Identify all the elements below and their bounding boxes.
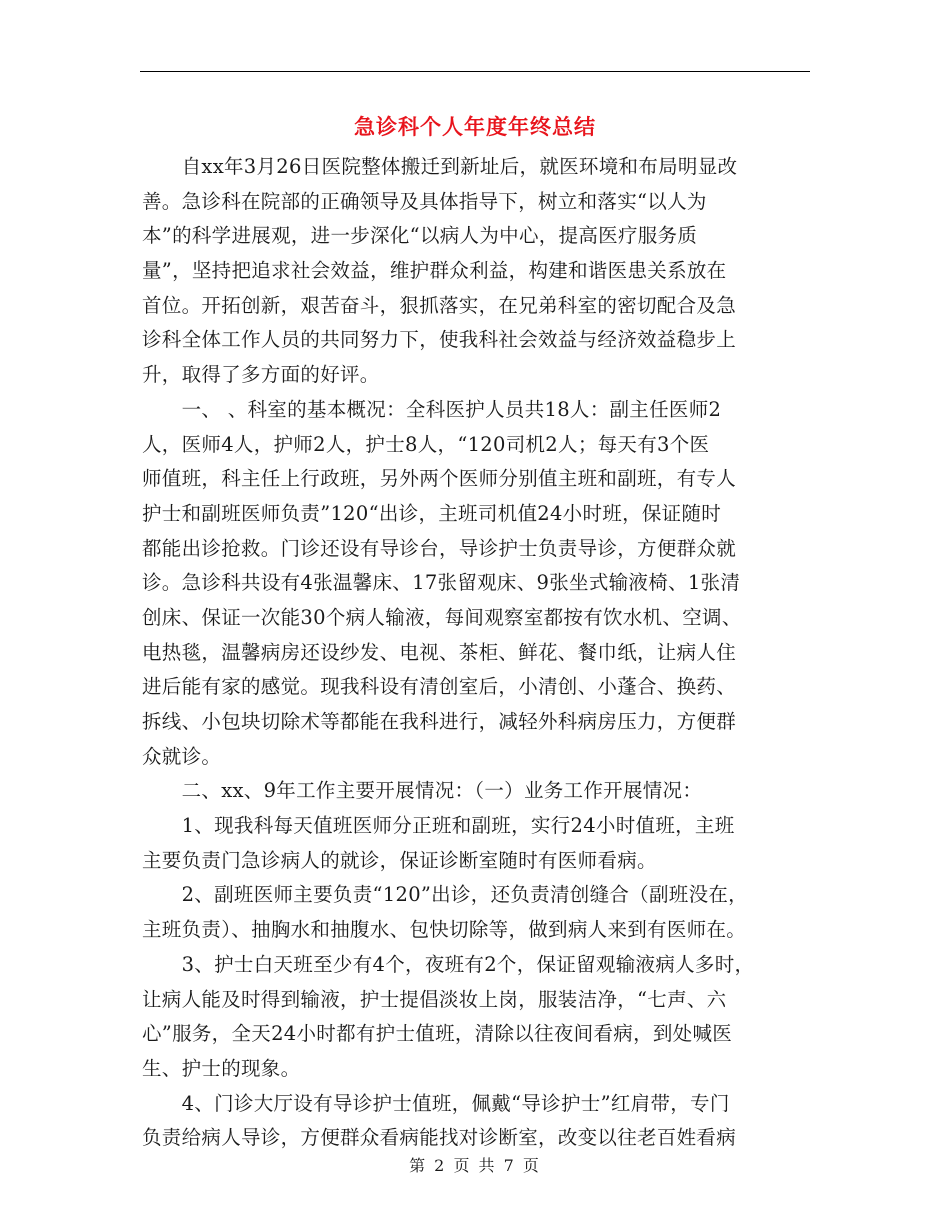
- text-line: 自xx年3月26日医院整体搬迁到新址后，就医环境和布局明显改: [142, 155, 738, 178]
- text-line: 负责给病人导诊，方便群众看病能找对诊断室，改变以往老百姓看病: [142, 1126, 737, 1150]
- paragraph: [142, 878, 812, 947]
- text-line: 都能出诊抢救。门诊还设有导诊台，导诊护士负责导诊，方便群众就: [142, 536, 737, 560]
- text-line: 善。急诊科在院部的正确领导及具体指导下，树立和落实“以人为: [142, 189, 707, 213]
- paragraph: [142, 1087, 812, 1156]
- text-line: 人，医师4人，护师2人，护士8人，“120司机2人；每天有3个医: [142, 432, 710, 456]
- text-line: 生、护士的现象。: [142, 1056, 301, 1080]
- text-line: 心”服务，全天24小时都有护士值班，清除以往夜间看病，到处喊医: [142, 1022, 733, 1046]
- text-line: 量”，坚持把追求社会效益，维护群众利益，构建和谐医患关系放在: [142, 259, 727, 283]
- document-body: [142, 150, 812, 1156]
- text-line: 拆线、小包块切除术等都能在我科进行，减轻外科病房压力，方便群: [142, 710, 737, 733]
- text-line: 2、副班医师主要负责“120”出诊，还负责清创缝合（副班没在，: [142, 883, 748, 907]
- text-line: 诊科全体工作人员的共同努力下，使我科社会效益与经济效益稳步上: [142, 328, 737, 352]
- page-footer: 第 2 页 共 7 页: [409, 1156, 541, 1175]
- text-line: 让病人能及时得到输液，护士提倡淡妆上岗，服装洁净，“七声、六: [142, 987, 727, 1011]
- paragraph: [142, 393, 812, 775]
- text-line: 护士和副班医师负责”120“出诊，主班司机值24小时班，保证随时: [142, 501, 722, 525]
- document-title: 急诊科个人年度年终总结: [354, 115, 596, 139]
- text-line: 主班负责）、抽胸水和抽腹水、包快切除等，做到病人来到有医师在。: [142, 918, 747, 942]
- text-line: 进后能有家的感觉。现我科设有清创室后，小清创、小蓬合、换药、: [142, 675, 737, 699]
- text-line: 1、现我科每天值班医师分正班和副班，实行24小时值班，主班: [142, 814, 735, 838]
- text-line: 首位。开拓创新，艰苦奋斗，狠抓落实，在兄弟科室的密切配合及急: [142, 293, 737, 317]
- paragraph: [142, 150, 812, 393]
- text-line: 创床、保证一次能30个病人输液，每间观察室都按有饮水机、空调、: [142, 605, 742, 629]
- text-line: 诊。急诊科共设有4张温馨床、17张留观床、9张坐式输液椅、1张清: [142, 571, 741, 595]
- header-rule: [140, 71, 810, 72]
- text-line: 众就诊。: [142, 744, 222, 768]
- text-line: 本”的科学进展观，进一步深化“以病人为中心，提高医疗服务质: [142, 224, 698, 248]
- text-line: 4、门诊大厅设有导诊护士值班，佩戴“导诊护士”红肩带，专门: [142, 1091, 730, 1115]
- text-line: 主要负责门急诊病人的就诊，保证诊断室随时有医师看病。: [142, 848, 657, 872]
- paragraph: [142, 809, 812, 878]
- paragraph: [142, 948, 812, 1087]
- text-line: 师值班，科主任上行政班，另外两个医师分别值主班和副班，有专人: [142, 467, 737, 491]
- text-line: 二、xx、9年工作主要开展情况：（一）业务工作开展情况：: [142, 779, 703, 803]
- text-line: 升，取得了多方面的好评。: [142, 363, 380, 387]
- text-line: 3、护士白天班至少有4个，夜班有2个，保证留观输液病人多时，: [142, 952, 755, 976]
- text-line: 电热毯，温馨病房还设纱发、电视、茶柜、鲜花、餐巾纸，让病人住: [142, 640, 737, 664]
- paragraph: [142, 774, 812, 809]
- text-line: 一、 、科室的基本概况：全科医护人员共18人：副主任医师2: [142, 397, 722, 421]
